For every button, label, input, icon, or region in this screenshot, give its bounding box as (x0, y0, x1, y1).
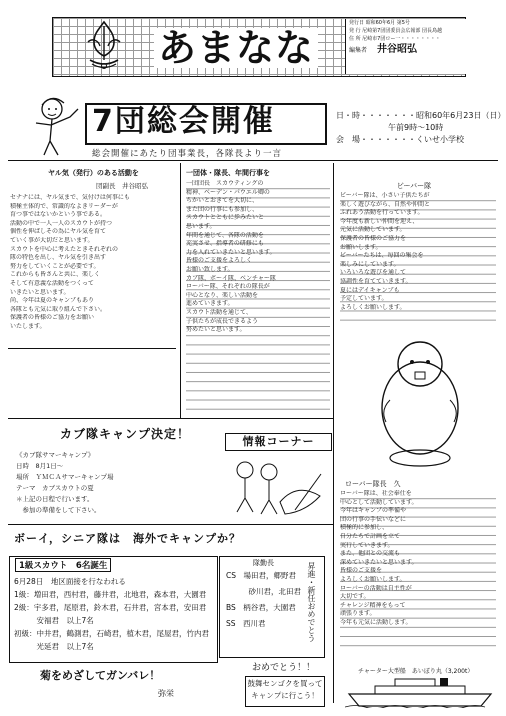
congrats-text: おめでとう！！ (252, 663, 316, 673)
headline-subtitle: 総会開催にあたり団事業長，各隊長より一言 (92, 149, 283, 159)
issue-line: 発行日 昭和60年6月 第5号 (349, 20, 410, 26)
text-line: 日時 8月1日〜 (16, 462, 64, 470)
cub-camp-title: カブ隊キャンプ決定！ (60, 427, 191, 441)
goal-message: 菊をめざしてガンバレ！ (40, 669, 161, 682)
scout-report-title: 1級スカウト 6名誕生 (15, 558, 111, 572)
text-line: キャンプに行こう！ (251, 691, 319, 700)
text-line: また、他団との交流も (340, 550, 401, 558)
text-line: 今年度も新しい仲間を迎え、 (340, 217, 419, 225)
campfire-scouts-icon (225, 452, 330, 524)
text-line: 進めていきます。 (186, 300, 234, 308)
text-line: 初級：中井君，鶴測君，石崎君，植木君，尾屋君，竹内君 (14, 629, 209, 638)
text-line: BS 柄谷君，大園君 (226, 603, 296, 612)
text-line: 中心として活動しています。 (340, 498, 418, 506)
section-divider (8, 418, 333, 419)
middle-column-body (186, 180, 330, 412)
left-column-title: ヤル気（発行）のある活動を (48, 169, 139, 177)
text-line: テーマ カブスカウトの夏 (16, 484, 94, 492)
text-line: 協調性を育てていきます。 (340, 277, 412, 285)
text-line: 6月28日 地区面接を行なわれる (14, 577, 126, 586)
section-divider (8, 160, 498, 161)
text-line: CS 場田君，郷野君 (226, 571, 296, 580)
left-column-body (10, 194, 176, 332)
issue-info (345, 19, 467, 74)
text-line: いたします。 (10, 322, 46, 330)
text-line: よろしくお願いします。 (340, 575, 406, 583)
text-line: 一団団長 スカウティングの (186, 180, 264, 187)
text-line: 精神、ベーデン・パウエル卿の (186, 188, 270, 196)
text-line: SS 西川君 (226, 619, 266, 628)
text-line: 隊の特色を出し、ヤル気を引き出す (10, 254, 106, 262)
text-line: 光延君 以上7名 (14, 642, 94, 651)
event-venue: 会 場・・・・・・・くいせ小学校 (336, 135, 464, 144)
text-line: 皆様のご支援をよろしく (186, 257, 253, 265)
text-line: 大切です。 (340, 593, 370, 601)
text-line: 場所 ＹＭＣＡサマーキャンプ場 (16, 473, 114, 481)
masthead-title: あまなな (158, 26, 315, 70)
text-line: ＊上記の日程で行います。 (16, 495, 94, 503)
text-line: 努めたいと思います。 (186, 326, 246, 334)
left-column-author: 団副長 井谷昭弘 (96, 182, 148, 190)
editor-name: 井谷昭弘 (377, 44, 418, 55)
issue-line: 発 行 尼崎第7団団委員会広報部 団長鳥越 (349, 28, 442, 34)
cub-camp-details (16, 450, 216, 516)
text-line: 団の行事の手伝いなどに (340, 515, 407, 523)
text-line: 中心となり、楽しい活動を (186, 291, 259, 299)
issue-line: 住 所 尼崎市7団ロー一・・・・・・・・ (349, 36, 441, 42)
text-line: セナナには、ヤル気まで、気付けは何事にも (10, 194, 130, 201)
event-details (336, 110, 505, 146)
text-line: 各隊とも元気に取り組んで下さい。 (10, 305, 107, 313)
text-line: 子供たちが成長できるよう (186, 317, 259, 325)
text-line: スカウト活動を通じて、 (186, 308, 252, 316)
text-line: ふれあう活動を行っています。 (340, 209, 424, 217)
text-line: 深めていきたいと思います。 (340, 558, 418, 566)
text-line: 2級：宇多君，尾原君，鈴木君，石井君，宮本君，安田君 (14, 603, 207, 612)
middle-column-title: 一団体・隊長、年間行事を (186, 169, 270, 177)
text-line: ちかいとおきてを大切に、 (186, 197, 259, 205)
text-line: 参加の準備をして下さい。 (16, 506, 101, 514)
text-line: ビーバーたちは、毎回の集会を (340, 252, 424, 260)
text-line: 活動の中で一人一人のスカウトが持つ (10, 219, 113, 227)
text-line: いきたいと思います。 (10, 288, 70, 296)
text-line: 夏にはデイキャンプも (340, 286, 400, 294)
text-line: 砂川君，北田君 (226, 587, 301, 596)
text-line: ローバーの活動は自主性が (340, 584, 412, 592)
text-line: いろいろな遊びを通して (340, 269, 407, 277)
boys-section-title: ボーイ，シニア隊は 海外でキャンプか？ (14, 532, 242, 545)
camp-fundraiser-box (245, 676, 325, 707)
text-line: 力を入れていきたいと思います。 (186, 248, 276, 256)
text-line: 個性を伸ばしその為にヤル気を育て (10, 228, 106, 236)
column-rule (333, 163, 334, 703)
text-line: お願い致します。 (186, 265, 234, 273)
text-line: スカウトとともに歩みたいと (186, 214, 265, 222)
rover-leader-title: ローバー隊長 久 (345, 480, 401, 488)
text-line: 頑張ります。 (340, 610, 376, 618)
text-line: ていく事が大切だと思います。 (10, 236, 94, 244)
promotion-title: 隊勤長 (253, 559, 274, 567)
text-line: そして有意義な活動をつくって (10, 279, 94, 287)
text-line: 保護者の皆様のご協力をお願い (10, 314, 95, 322)
text-line: お願いします。 (340, 243, 382, 251)
text-line: 努力をしていくことが必要です。 (10, 262, 100, 270)
editor-label: 編集者 (349, 47, 368, 54)
text-line: よろしくお願いします。 (340, 303, 406, 311)
scout-report-body (14, 575, 209, 653)
text-line: 安福君 以上7名 (14, 616, 94, 625)
text-line: ビーバー隊は、小さい子供たちが (340, 192, 430, 199)
headline-title: 7団総会開催 (92, 104, 275, 139)
text-line: 保護者の皆様のご協力を (340, 234, 407, 242)
text-line: これからも皆さんと共に、楽しく (10, 271, 101, 279)
text-line: 思います。 (186, 222, 216, 230)
text-line: 尚、今年は夏のキャンプもあり (10, 297, 95, 305)
text-line: 元気に活動しています。 (340, 226, 406, 234)
beaver-illustration-icon (350, 330, 490, 470)
text-line: また団の行事にも参加し、 (186, 205, 259, 213)
scout-emblem-icon (84, 20, 124, 72)
text-line: 自分たちで計画を立て (340, 532, 400, 540)
text-line: カブ隊、ボーイ隊、ベンチャー隊 (186, 274, 276, 282)
info-corner-title: 情報コーナー (225, 433, 332, 451)
text-line: 今年も元気に活動します。 (340, 618, 412, 626)
section-divider (8, 524, 333, 525)
left-column-divider (8, 348, 176, 349)
text-line: 積極的に参加し、 (340, 524, 389, 532)
text-line: 充実させ、指導者の研修にも (186, 240, 264, 248)
text-line: ローバー隊は、社会奉仕を (340, 490, 412, 497)
text-line: 予定しています。 (340, 295, 388, 303)
text-line: 1級：増田君，西村君，藤井君，北地君，森本君，大園君 (14, 590, 207, 599)
event-time: 午前9時〜10時 (388, 123, 444, 132)
rover-body (340, 490, 496, 648)
text-line: 楽しみにしています。 (340, 260, 400, 268)
text-line: ローバー隊、それぞれの隊長が (186, 283, 270, 291)
text-line: 鼓舞センゴクを買って (247, 679, 323, 688)
text-line: 《カブ隊サマーキャンプ》 (16, 451, 95, 459)
right-column-title: ビーバー隊 (396, 182, 432, 190)
event-date: 日・時・・・・・・・昭和60年6月23日（日） (336, 111, 506, 120)
text-line: スカウトを中心に考えたときそれぞれの (10, 245, 119, 253)
right-column-body (340, 192, 496, 322)
text-line: 年間を通じて、各隊の活動を (186, 231, 264, 239)
promotion-vertical-note: 昇進・新任おめでとう (307, 562, 316, 642)
text-line: 実行していきます。 (340, 541, 394, 549)
text-line: 積極主体的で、常識的なよきリーダーが (10, 202, 118, 210)
text-line: 皆様のご支援を (340, 567, 383, 575)
masthead-title-box (154, 28, 318, 68)
ship-icon (345, 676, 495, 708)
text-line: 楽しく遊びながら、自然や仲間と (340, 200, 431, 208)
text-line: 今年はキャンプの準備や (340, 507, 407, 515)
scout-mascot-icon (30, 93, 82, 159)
text-line: 育つ事ではないかという事である。 (10, 211, 107, 219)
promotion-list (226, 568, 301, 632)
column-rule (180, 163, 181, 418)
ship-caption: チャーター大型船 あいぼり丸（3,200t） (358, 668, 474, 675)
text-line: チャレンジ精神をもって (340, 601, 406, 609)
goal-signature: 弥栄 (158, 689, 174, 698)
